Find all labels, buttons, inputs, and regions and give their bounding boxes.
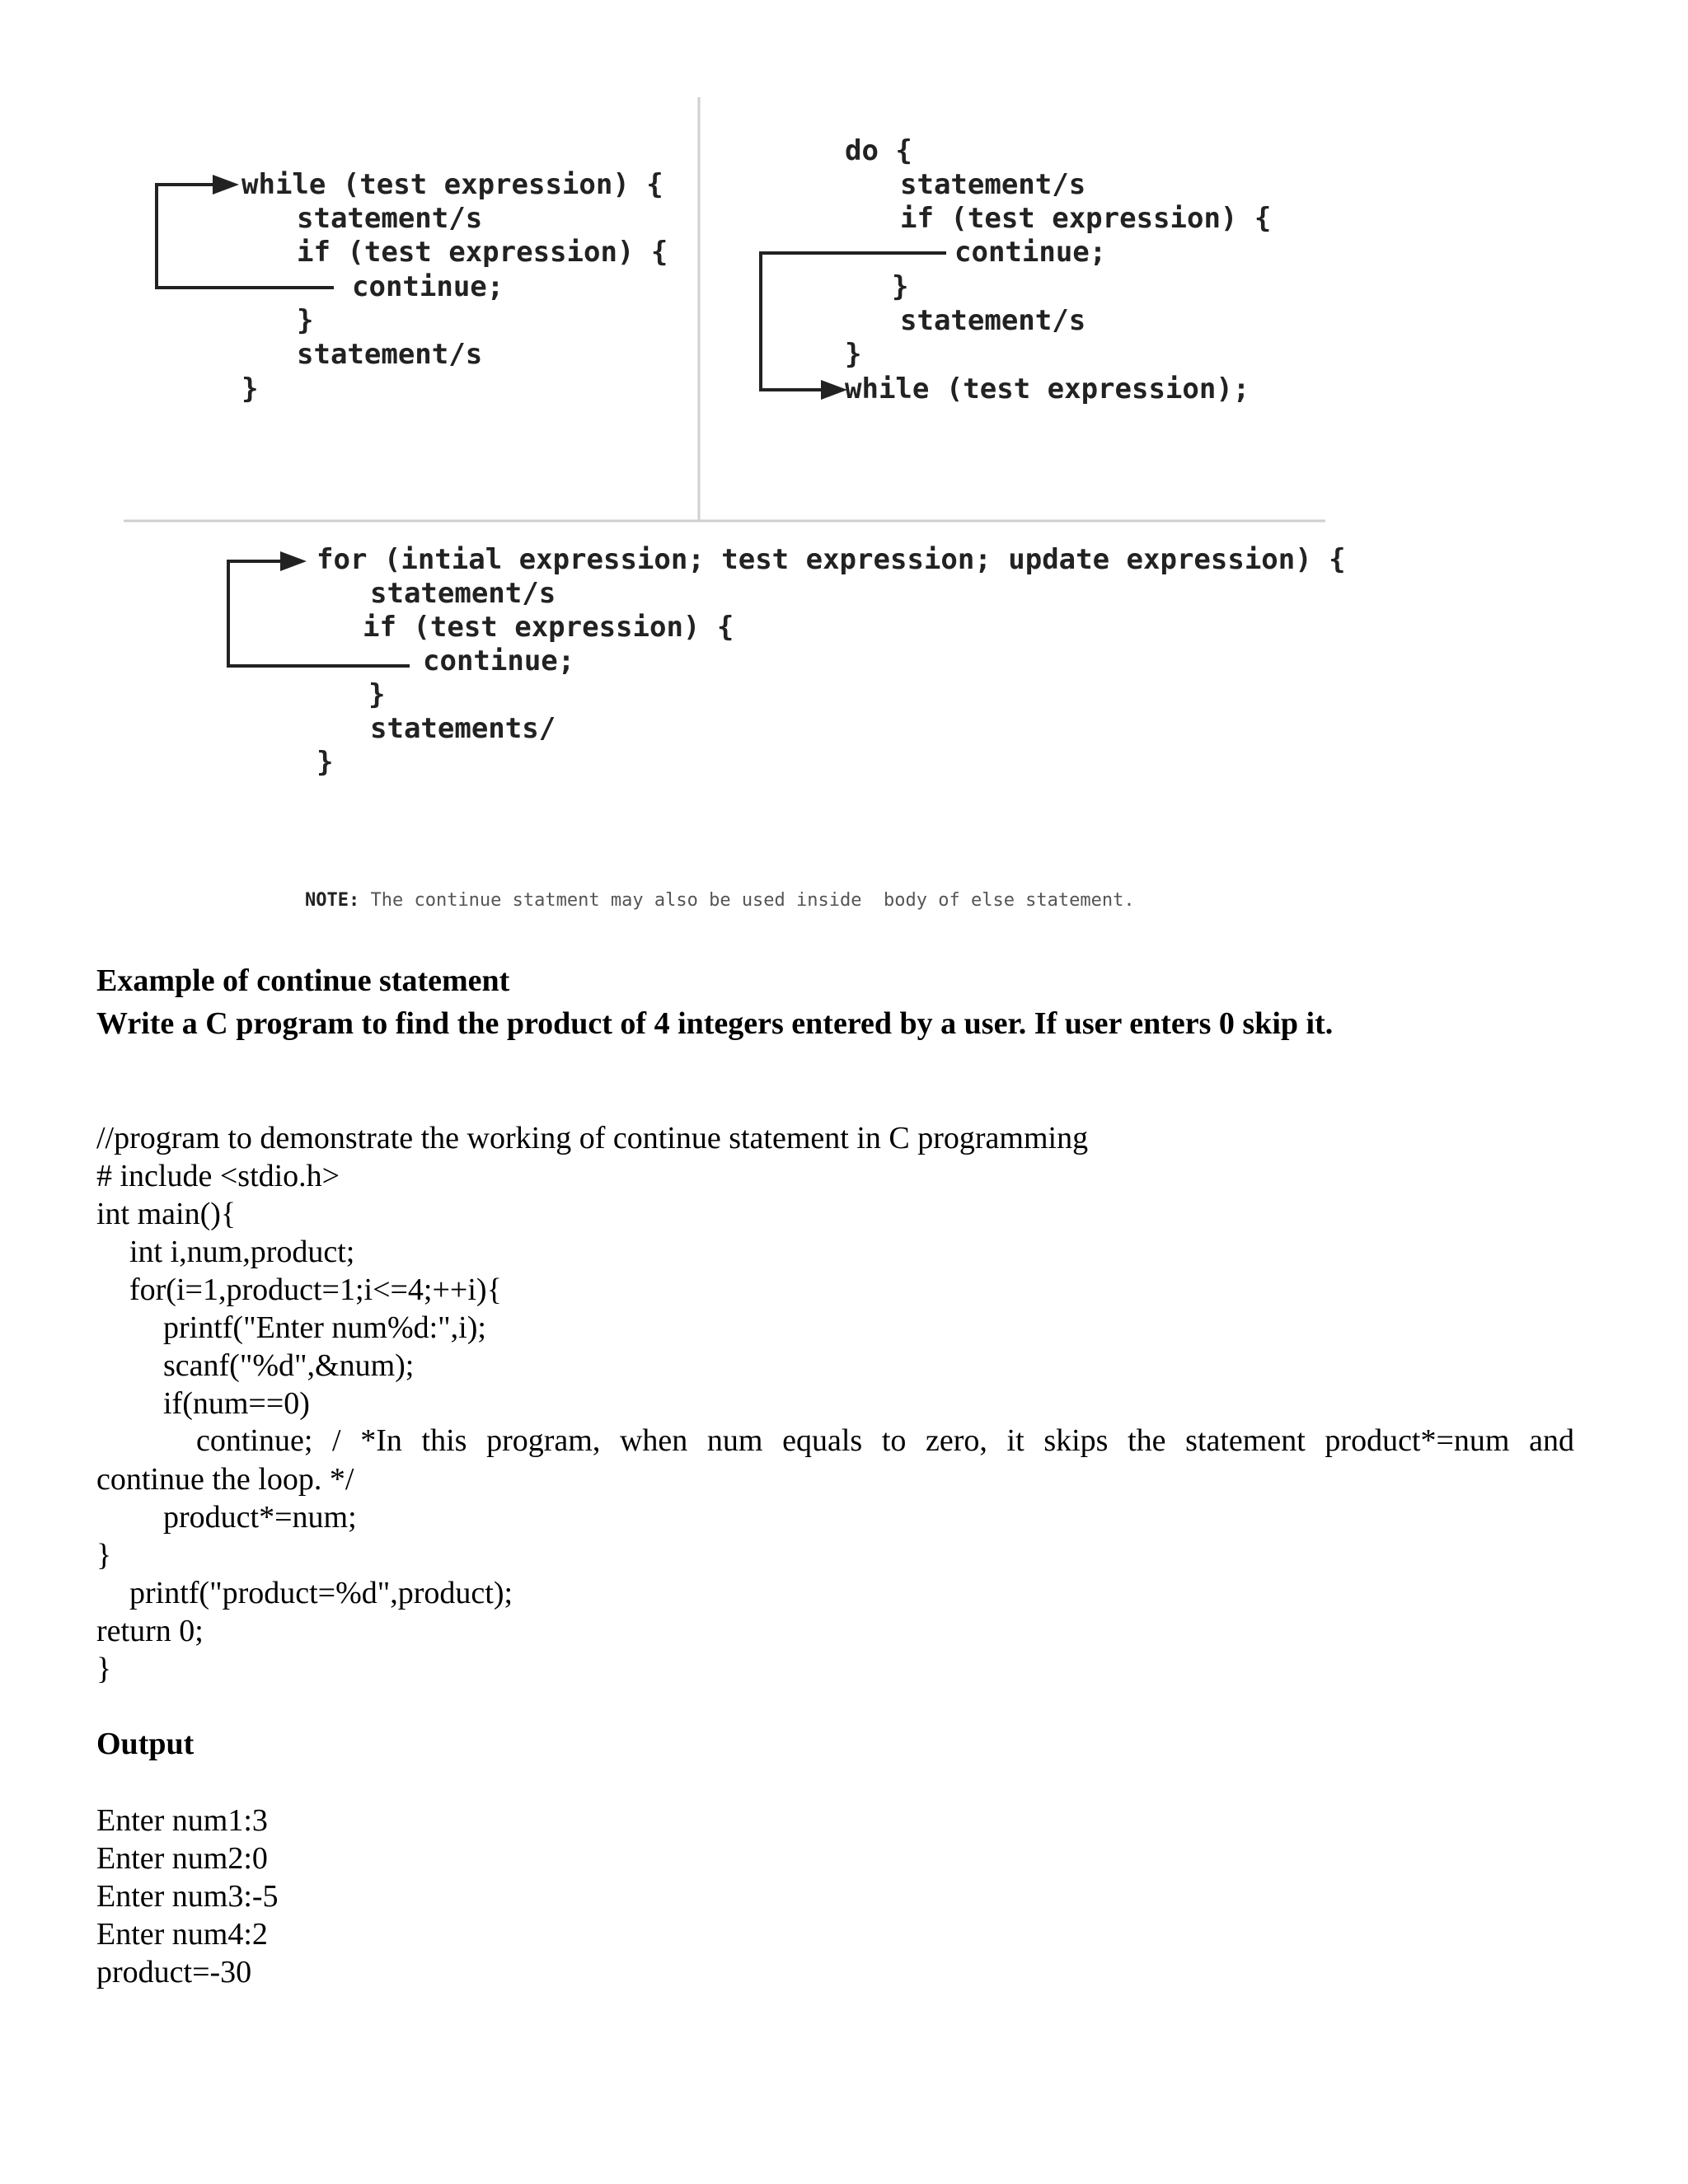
note-label: NOTE: (305, 890, 360, 911)
while-line-5: } (297, 304, 314, 337)
output-line-1: Enter num1:3 (96, 1803, 268, 1838)
code-line-10: product*=num; (163, 1500, 357, 1535)
code-line-1: //program to demonstrate the working of continue statement in C programming (96, 1121, 1089, 1155)
while-arrowhead (213, 175, 239, 194)
output-line-2: Enter num2:0 (96, 1841, 268, 1876)
continue-flow-diagram (0, 0, 1688, 948)
code-line-2: # include <stdio.h> (96, 1159, 340, 1193)
note-text: The continue statment may also be used inside body of else statement. (359, 890, 1135, 911)
for-arrowhead (280, 551, 307, 571)
for-line-7: } (316, 746, 334, 779)
dowhile-line-7: } (845, 338, 862, 371)
code-line-3: int main(){ (96, 1197, 237, 1231)
dowhile-line-6: statement/s (900, 304, 1086, 337)
dowhile-line-5: } (892, 270, 909, 303)
while-line-7: } (241, 373, 259, 405)
while-line-1: while (test expression) { (241, 168, 663, 201)
code-line-9b: continue the loop. */ (96, 1462, 354, 1497)
for-line-4: continue; (423, 644, 575, 677)
code-line-7: scanf("%d",&num); (163, 1348, 415, 1383)
dowhile-line-4: continue; (954, 236, 1107, 269)
while-line-4: continue; (352, 270, 504, 303)
dowhile-line-2: statement/s (900, 168, 1086, 201)
dowhile-line-8: while (test expression); (845, 373, 1250, 405)
code-line-9a: continue; / *In this program, when num equals to zero, it skips the statement product*=num and (196, 1423, 1574, 1458)
dowhile-arrowhead (821, 380, 847, 400)
output-line-4: Enter num4:2 (96, 1917, 268, 1952)
code-line-11: } (96, 1538, 112, 1572)
diagram-note (305, 890, 1135, 911)
while-line-6: statement/s (297, 338, 483, 371)
dowhile-line-1: do { (845, 134, 912, 167)
output-line-3: Enter num3:-5 (96, 1879, 279, 1914)
while-line-3: if (test expression) { (297, 236, 668, 269)
dowhile-line-3: if (test expression) { (900, 202, 1272, 235)
code-line-4: int i,num,product; (129, 1235, 355, 1269)
code-line-5: for(i=1,product=1;i<=4;++i){ (129, 1272, 502, 1307)
example-task: Write a C program to find the product of 4 integers entered by a user. If user enters 0 skip it. (96, 1006, 1334, 1041)
output-heading: Output (96, 1727, 195, 1761)
for-line-2: statement/s (370, 577, 556, 610)
code-line-13: return 0; (96, 1614, 204, 1648)
while-line-2: statement/s (297, 202, 483, 235)
code-line-14: } (96, 1652, 112, 1686)
code-line-8: if(num==0) (163, 1386, 310, 1421)
for-line-5: } (368, 678, 386, 711)
for-line-6: statements/ (370, 712, 556, 745)
for-line-3: if (test expression) { (363, 611, 734, 644)
example-title: Example of continue statement (96, 963, 510, 998)
for-line-1: for (intial expression; test expression; update expression) { (316, 543, 1346, 576)
code-line-12: printf("product=%d",product); (129, 1576, 513, 1610)
output-line-5: product=-30 (96, 1955, 252, 1990)
code-line-6: printf("Enter num%d:",i); (163, 1310, 486, 1345)
